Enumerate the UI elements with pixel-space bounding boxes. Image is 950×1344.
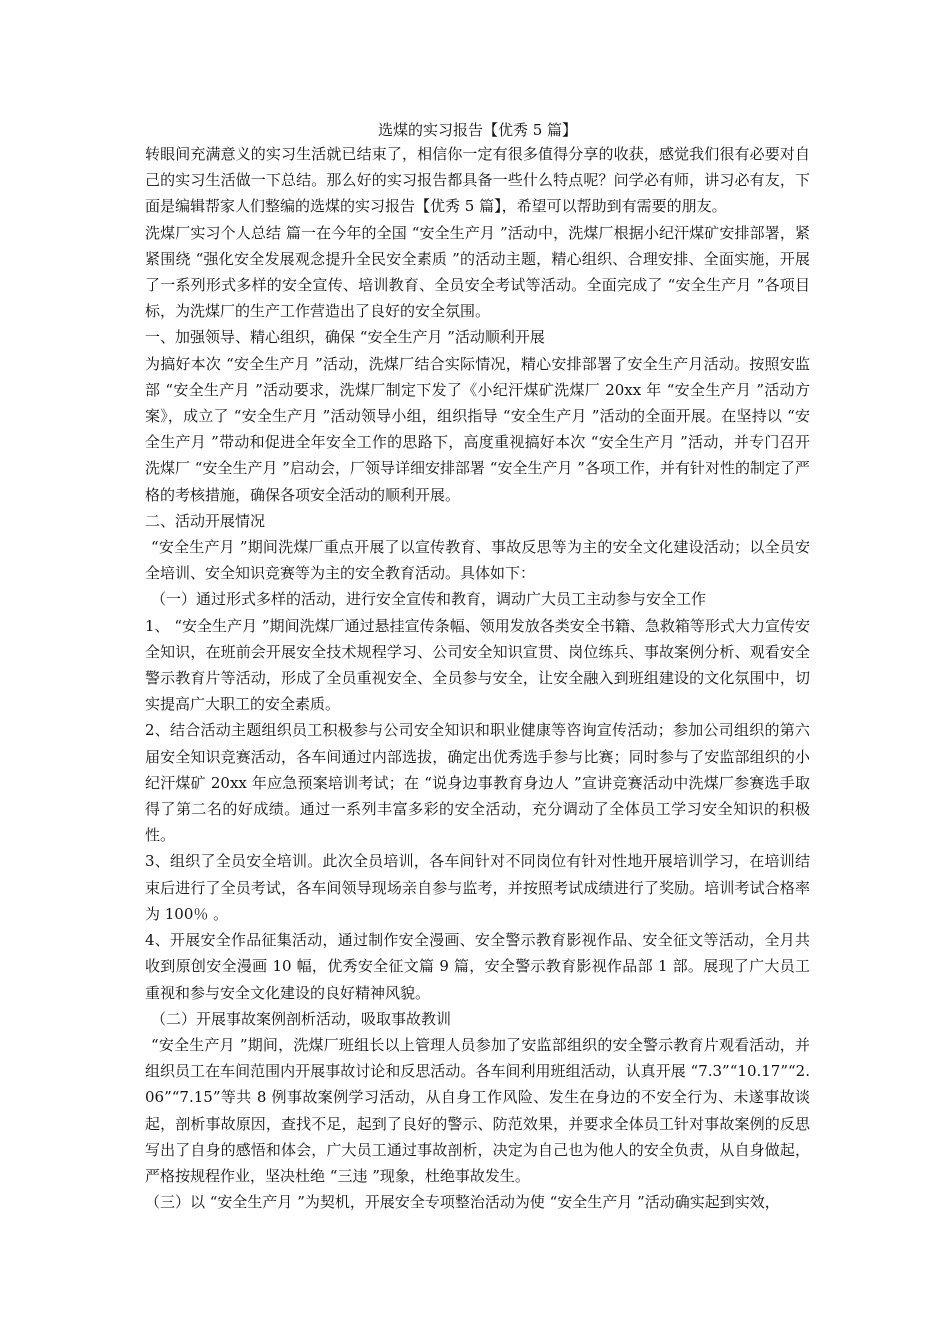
subsection-heading-2: （二）开展事故案例剖析活动，吸取事故教训 [151, 1009, 452, 1028]
item-1-paragraph: 1、 “安全生产月 ”期间洗煤厂通过悬挂宣传条幅、领用发放各类安全书籍、急救箱等形式大力宣传安全知识，在班前会开展安全技术规程学习、公司安全知识宣贯、岗位练兵、事故案例分析、观看安全警示教育片等活动，形成了全员重视安全、全员参与安全，让安全融入到班组建设的文化氛围中，切实提高广大职工的安全素质。 [145, 616, 810, 714]
subsection-2-paragraph: “安全生产月 ”期间，洗煤厂班组长以上管理人员参加了安监部组织的安全警示教育片观看活动，并组织员工在车间范围内开展事故讨论和反思活动。各车间利用班组活动，认真开展 “7.3”“10.17”“2.06”“7.15”等共 8 例事故案例学习活动，从自身工作风险、发生在身边的不安全行为、未遂事故谈起，剖析事故原因，查找不足，起到了良好的警示、防范效果，并要求全体员工针对事故案例的反思写出了自身的感悟和体会，广大员工通过事故剖析，决定为自己也为他人的安全负责，从自身做起，严格按规程作业，坚决杜绝 “三违 ”现象，杜绝事故发生。 [145, 1035, 810, 1185]
section-heading-1: 一、加强领导、精心组织，确保 “安全生产月 ”活动顺利开展 [145, 328, 545, 347]
section-1-paragraph: 为搞好本次 “安全生产月 ”活动，洗煤厂结合实际情况，精心安排部署了安全生产月活动。按照安监部 “安全生产月 ”活动要求，洗煤厂制定下发了《小纪汗煤矿洗煤厂 20xx 年 “安全生产月 ”活动方案》，成立了 “安全生产月 ”活动领导小组，组织指导 “安全生产月 ”活动的全面开展。在坚持以 “安全生产月 ”带动和促进全年安全工作的思路下，高度重视搞好本次 “安全生产月 ”活动，并专门召开洗煤厂 “安全生产月 ”启动会，厂领导详细安排部署 “安全生产月 ”各项工作，并有针对性的制定了严格的考核措施，确保各项安全活动的顺利开展。 [145, 354, 810, 504]
subsection-3-paragraph: （三）以 “安全生产月 ”为契机，开展安全专项整治活动为使 “安全生产月 ”活动确实起到实效， [145, 1193, 780, 1212]
subsection-heading-1: （一）通过形式多样的活动，进行安全宣传和教育，调动广大员工主动参与安全工作 [151, 590, 707, 609]
item-4-paragraph: 4、开展安全作品征集活动，通过制作安全漫画、安全警示教育影视作品、安全征文等活动，全月共收到原创安全漫画 10 幅，优秀安全征文篇 9 篇，安全警示教育影视作品部 1 部。展现了广大员工重视和参与安全文化建设的良好精神风貌。 [145, 931, 810, 1002]
document-title: 选煤的实习报告【优秀 5 篇】 [377, 121, 578, 139]
intro-paragraph: 转眼间充满意义的实习生活就已结束了，相信你一定有很多值得分享的收获，感觉我们很有必要对自己的实习生活做一下总结。那么好的实习报告都具备一些什么特点呢？问学必有师，讲习必有友，下面是编辑帮家人们整编的选煤的实习报告【优秀 5 篇】，希望可以帮助到有需要的朋友。 [145, 145, 810, 216]
section-2-intro: “安全生产月 ”期间洗煤厂重点开展了以宣传教育、事故反思等为主的安全文化建设活动；以全员安全培训、安全知识竞赛等为主的安全教育活动。具体如下： [145, 538, 810, 583]
summary-paragraph: 洗煤厂实习个人总结 篇一在今年的全国 “安全生产月 ”活动中，洗煤厂根据小纪汗煤矿安排部署，紧紧围绕 “强化安全发展观念提升全民安全素质 ”的活动主题，精心组织、合理安排、全面实施，开展了一系列形式多样的安全宣传、培训教育、全员安全考试等活动。全面完成了 “安全生产月 ”各项目标，为洗煤厂的生产工作营造出了良好的安全氛围。 [145, 223, 810, 321]
item-3-paragraph: 3、组织了全员安全培训。此次全员培训，各车间针对不同岗位有针对性地开展培训学习，在培训结束后进行了全员考试，各车间领导现场亲自参与监考，并按照考试成绩进行了奖励。培训考试合格率为 100％ 。 [145, 852, 810, 923]
section-heading-2: 二、活动开展情况 [145, 511, 266, 530]
document-body [145, 119, 810, 1215]
item-2-paragraph: 2、结合活动主题组织员工积极参与公司安全知识和职业健康等咨询宣传活动；参加公司组织的第六届安全知识竞赛活动，各车间通过内部选拔，确定出优秀选手参与比赛；同时参与了安监部组织的小纪汗煤矿 20xx 年应急预案培训考试；在 “说身边事教育身边人 ”宣讲竞赛活动中洗煤厂参赛选手取得了第二名的好成绩。通过一系列丰富多彩的安全活动，充分调动了全体员工学习安全知识的积极性。 [145, 721, 810, 845]
